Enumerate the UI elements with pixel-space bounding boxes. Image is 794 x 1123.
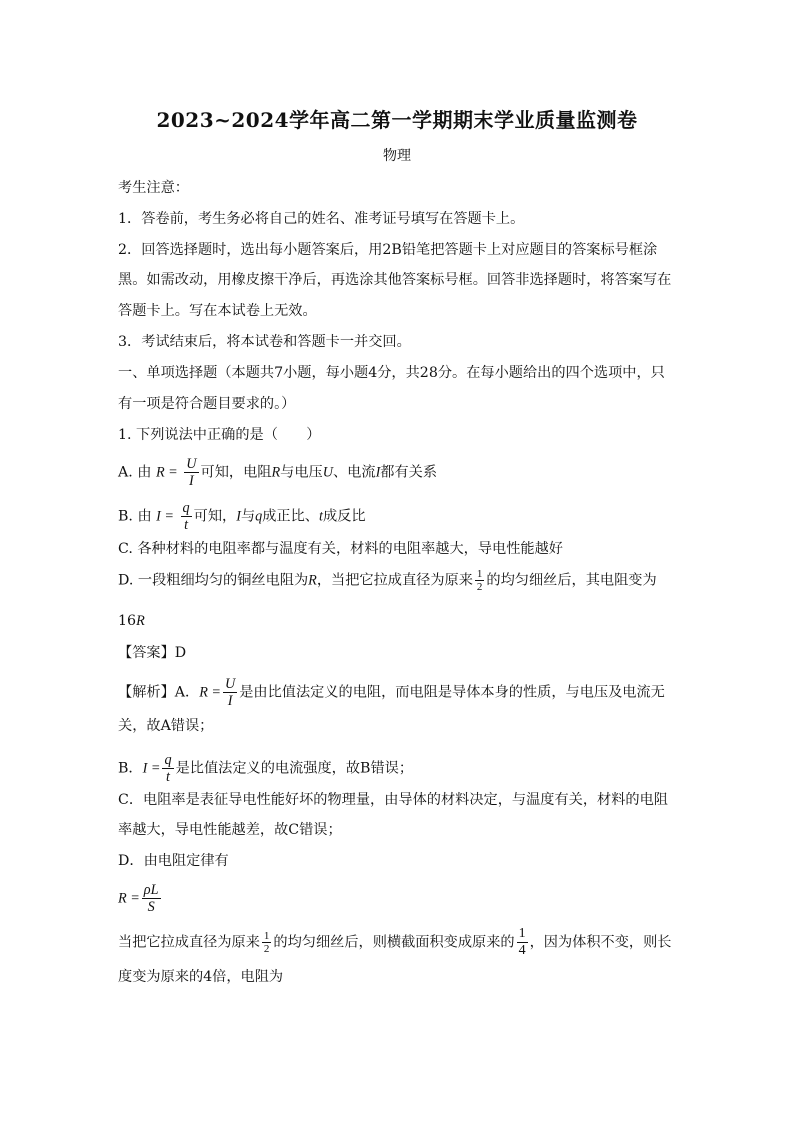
notice-item-2a: 2．回答选择题时，选出每小题答案后，用2B铅笔把答题卡上对应题目的答案标号框涂 <box>118 242 658 258</box>
fraction-numerator: U <box>186 456 197 472</box>
fraction-numerator: U <box>224 676 236 692</box>
fraction-numerator: 1 <box>263 930 270 942</box>
option-b-text1: 可知， <box>193 508 237 525</box>
expl-b-lead: B． <box>118 760 143 777</box>
option-b-lhs: I = <box>156 508 175 525</box>
expl-d-fraction-half <box>262 930 272 955</box>
fraction-denominator: t <box>184 517 189 533</box>
explanation-a <box>118 676 665 709</box>
fraction-denominator: I <box>227 693 233 709</box>
var-r: R <box>271 464 281 481</box>
fraction-numerator: 1 <box>518 926 526 941</box>
option-a-fraction <box>184 456 198 489</box>
formula-fraction <box>142 882 161 915</box>
expl-a-text: 是由比值法定义的电阻，而电阻是导体本身的性质，与电压及电流无 <box>239 684 665 701</box>
expl-b-lhs: I = <box>142 760 161 777</box>
explanation-label: 【解析】A． <box>118 684 200 701</box>
option-d-fraction <box>475 568 485 593</box>
var-i: I <box>236 508 241 525</box>
notice-heading: 考生注意： <box>118 180 189 196</box>
notice-item-1: 1．答卷前，考生务必将自己的姓名、准考证号填写在答题卡上。 <box>118 211 525 227</box>
section-heading-a: 一、单项选择题（本题共7小题，每小题4分，共28分。在每小题给出的四个选项中，只 <box>118 365 665 381</box>
option-b-text3: 成正比、 <box>262 508 319 525</box>
option-a-lhs: R = <box>155 464 178 481</box>
option-d-text1: ，当把它拉成直径为原来 <box>316 572 473 589</box>
fraction-denominator: S <box>147 899 155 915</box>
var-r: R <box>136 613 145 629</box>
expl-d-text3: ，因为体积不变，则长 <box>529 934 672 951</box>
subject-label: 物理 <box>383 148 411 164</box>
fraction-numerator: 1 <box>476 568 483 580</box>
expl-d-text1: 当把它拉成直径为原来 <box>118 934 260 951</box>
var-q: q <box>255 508 263 525</box>
expl-b-text: 是比值法定义的电流强度，故B错误； <box>175 760 414 777</box>
option-a-text2: 与电压 <box>280 464 323 481</box>
explanation-d-line3: 度变为原来的4倍，电阻为 <box>118 969 284 985</box>
exam-title: 2023~2024学年高二第一学期期末学业质量监测卷 <box>156 108 638 132</box>
option-b-fraction <box>181 500 192 533</box>
fraction-denominator: 2 <box>476 581 483 593</box>
fraction-numerator: q <box>182 500 190 516</box>
formula-lhs: R = <box>118 890 140 907</box>
option-b-text4: 成反比 <box>322 508 366 525</box>
fraction-denominator: 4 <box>518 943 526 958</box>
fraction-denominator: t <box>166 769 170 785</box>
option-a-lead: A. 由 <box>118 464 152 481</box>
option-d <box>118 568 657 593</box>
option-a-text4: 都有关系 <box>380 464 438 481</box>
explanation-a-line2: 关，故A错误； <box>118 718 214 734</box>
fraction-numerator: q <box>164 752 172 768</box>
notice-item-3: 3．考试结束后，将本试卷和答题卡一并交回。 <box>118 334 411 350</box>
explanation-b <box>118 752 413 785</box>
option-d-text2: 的均匀细丝后，其电阻变为 <box>486 572 657 589</box>
option-a-text3: 、电流 <box>332 464 376 481</box>
var-i: I <box>375 464 381 481</box>
resistance-formula <box>118 882 163 915</box>
option-b <box>118 500 366 533</box>
expl-a-lhs: R = <box>199 684 221 701</box>
notice-item-2c: 答题卡上。写在本试卷上无效。 <box>118 303 317 319</box>
option-d-lead: D. 一段粗细均匀的铜丝电阻为 <box>118 572 309 589</box>
option-a-text1: 可知，电阻 <box>200 464 272 481</box>
explanation-c-line2: 率越大，导电性能越差，故C错误； <box>118 822 342 838</box>
explanation-d: D．由电阻定律有 <box>118 853 229 869</box>
option-a <box>118 456 437 489</box>
expl-d-text2: 的均匀细丝后，则横截面积变成原来的 <box>273 934 515 951</box>
option-b-lead: B. 由 <box>118 508 152 525</box>
expl-b-fraction <box>162 752 173 785</box>
option-c: C. 各种材料的电阻率都与温度有关，材料的电阻率越大，导电性能越好 <box>118 541 563 557</box>
option-d-line2 <box>118 611 145 631</box>
expl-d-fraction-quarter <box>517 926 528 959</box>
expl-a-fraction <box>223 676 237 709</box>
option-d-number: 16 <box>118 613 137 629</box>
fraction-denominator: I <box>189 473 194 489</box>
question-1-stem: 1. 下列说法中正确的是（ ） <box>118 427 321 443</box>
fraction-numerator: ρL <box>143 882 159 898</box>
explanation-c: C．电阻率是表征导电性能好坏的物理量，由导体的材料决定，与温度有关，材料的电阻 <box>118 792 668 808</box>
answer-label: 【答案】D <box>118 645 187 661</box>
section-heading-b: 有一项是符合题目要求的。） <box>118 396 296 412</box>
fraction-denominator: 2 <box>263 943 270 955</box>
explanation-d-line2 <box>118 926 671 959</box>
notice-item-2b: 黑。如需改动，用橡皮擦干净后，再选涂其他答案标号框。回答非选择题时，将答案写在 <box>118 272 672 288</box>
var-r: R <box>308 572 317 589</box>
var-u: U <box>322 464 333 481</box>
var-t: t <box>319 508 323 525</box>
option-b-text2: 与 <box>240 508 256 525</box>
